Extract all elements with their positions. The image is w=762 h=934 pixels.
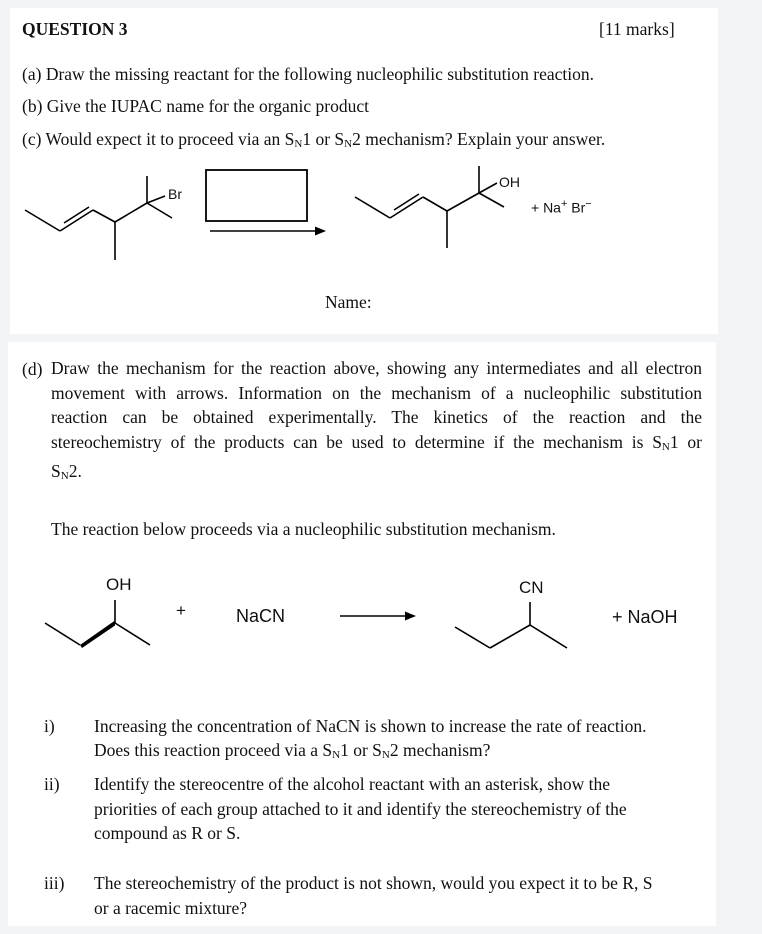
subscript-n: N — [661, 440, 670, 453]
arrow-head-2 — [405, 612, 416, 621]
bond — [530, 625, 567, 648]
byproduct-br: Br — [567, 199, 586, 216]
part-a-text: Draw the missing reactant for the following nucleophilic substitution reaction. — [45, 64, 595, 84]
reagent-nacn: NaCN — [236, 606, 286, 626]
part-c-label: (c) — [22, 129, 42, 149]
charge-plus: + — [560, 198, 568, 210]
question-ii-label: ii) — [44, 774, 60, 794]
question-title: QUESTION 3 — [22, 19, 128, 39]
subscript-n: N — [294, 138, 303, 150]
part-d-line: reaction can be obtained experimentally. The kinetics of the reaction and the — [51, 407, 702, 427]
name-label: Name: — [325, 292, 372, 312]
part-b-text: Give the IUPAC name for the organic product — [46, 96, 370, 116]
question-ii-line3: compound as R or S. — [94, 823, 241, 843]
question-iii-line1: The stereochemistry of the product is not shown, would you expect it to be R, S — [94, 873, 653, 893]
charge-minus: − — [585, 198, 592, 210]
part-d-line5-text: S — [51, 461, 61, 481]
question-i-text-mid: 1 or S — [340, 740, 382, 760]
bond — [455, 627, 490, 648]
part-d-line: movement with arrows. Information on the mechanism of a nucleophilic substitution — [51, 382, 702, 403]
part-d-line4-end: 1 or — [669, 431, 702, 452]
part-c-text: Would expect it to proceed via an S — [45, 129, 295, 149]
subscript-n: N — [60, 470, 69, 482]
subscript-n: N — [381, 749, 390, 761]
part-d-line5-end: 2. — [68, 461, 82, 481]
question-i-line2 — [94, 739, 490, 766]
byproduct-text: + Na — [531, 199, 561, 216]
byproduct-naoh: + NaOH — [612, 607, 678, 627]
part-b-label: (b) — [22, 96, 43, 116]
question-i-line1: Increasing the concentration of NaCN is shown to increase the rate of reaction. — [94, 716, 647, 736]
question-ii-line1: Identify the stereocentre of the alcohol reactant with an asterisk, show the — [94, 774, 611, 794]
part-d-line4-text: stereochemistry of the products can be used to determine if the mechanism is S — [51, 431, 662, 452]
question-iii-line2: or a racemic mixture? — [94, 898, 248, 918]
part-d-line: Draw the mechanism for the reaction above, showing any intermediates and all electron — [51, 358, 702, 378]
bond — [45, 623, 80, 645]
part-d-label: (d) — [22, 359, 43, 379]
subscript-n: N — [344, 138, 353, 150]
part-a-label: (a) — [22, 64, 42, 84]
plus-sign: + — [176, 601, 186, 620]
subscript-n: N — [332, 749, 341, 761]
question-i-text: Does this reaction proceed via a S — [94, 740, 333, 760]
reaction-intro: The reaction below proceeds via a nucleophilic substitution mechanism. — [51, 519, 556, 539]
bond — [490, 625, 530, 648]
part-c-text-mid: 1 or S — [302, 129, 345, 149]
product-oh-label: OH — [499, 174, 520, 190]
question-i-label: i) — [44, 716, 55, 736]
part-c-text-end: 2 mechanism? Explain your answer. — [352, 129, 606, 149]
reactant-br-label: Br — [168, 186, 182, 202]
wedge-bond — [80, 621, 115, 649]
product-cn-label: CN — [519, 578, 544, 597]
question-iii-label: iii) — [44, 873, 65, 893]
marks-label: [11 marks] — [599, 19, 675, 39]
question-i-text-end: 2 mechanism? — [389, 740, 491, 760]
bond — [115, 623, 150, 645]
reactant-oh-label: OH — [106, 575, 132, 594]
question-ii-line2: priorities of each group attached to it and identify the stereochemistry of the — [94, 799, 627, 819]
